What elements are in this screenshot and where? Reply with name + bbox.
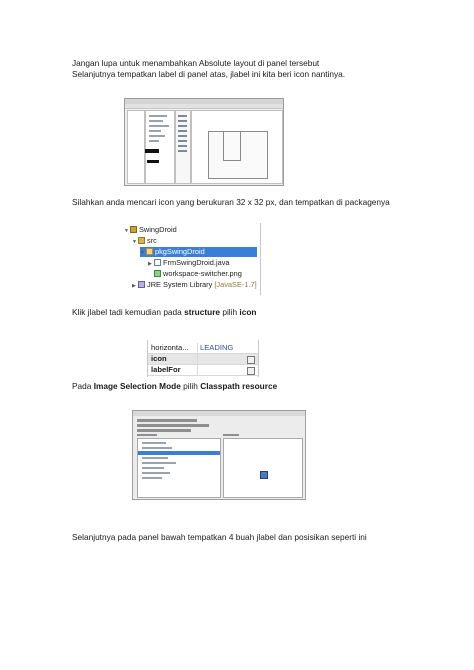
expand-arrow-icon: ▶ [148, 261, 152, 267]
property-key: horizonta... [151, 343, 189, 352]
palette-panel [175, 110, 191, 184]
preview-label [223, 434, 239, 436]
java-file-label: FrmSwingDroid.java [163, 258, 230, 267]
p3-bold-icon: icon [239, 307, 257, 317]
paragraph-place-label: Selanjutnya tempatkan label di panel atas, jlabel ini kita beri icon nantinya. [72, 69, 346, 79]
window-toolbar [125, 104, 283, 109]
resource-tree [137, 438, 221, 498]
source-folder-icon [138, 237, 145, 244]
property-row-horizontal [148, 343, 258, 354]
image-file-icon [154, 270, 161, 277]
p4-bold-classpath: Classpath resource [200, 381, 278, 391]
selected-resource [138, 451, 220, 455]
mode-option-row [137, 424, 209, 427]
resource-list-label [137, 434, 157, 436]
property-value: LEADING [200, 343, 234, 352]
package-icon [146, 248, 153, 255]
property-row-labelfor [148, 365, 258, 376]
mode-option-row [137, 429, 191, 432]
preview-image-icon [260, 471, 268, 479]
library-icon [138, 281, 145, 288]
tree-item-png-file [154, 269, 242, 279]
paragraph-bottom-panel: Selanjutnya pada panel bawah tempatkan 4 buah jlabel dan posisikan seperti ini [72, 532, 367, 542]
design-canvas [191, 110, 283, 184]
library-version: [JavaSE-1.7] [214, 280, 257, 289]
paragraph-click-jlabel [72, 307, 256, 318]
property-key: icon [151, 354, 167, 363]
expand-arrow-icon: ▶ [132, 283, 136, 289]
package-label: pkgSwingDroid [155, 247, 205, 256]
property-row-icon[interactable] [148, 354, 258, 365]
dropdown-arrow-icon[interactable] [247, 367, 255, 375]
library-label: JRE System Library [147, 280, 213, 289]
properties-header-bar [145, 149, 159, 153]
explorer-panel [127, 110, 145, 184]
collapse-arrow-icon: ▼ [140, 250, 145, 256]
properties-row-bar [147, 160, 159, 163]
tree-item-java-file [148, 258, 230, 268]
p3-text-2: pilih [220, 307, 240, 317]
tree-item-src [132, 236, 157, 246]
p4-text-1: Pada [72, 381, 94, 391]
mode-option-row [137, 419, 197, 422]
panel-preview [223, 132, 241, 161]
properties-screenshot [147, 340, 259, 377]
image-selection-dialog-screenshot [132, 410, 306, 500]
java-project-icon [130, 226, 137, 233]
p3-text-1: Klik jlabel tadi kemudian pada [72, 307, 185, 317]
paragraph-absolute-layout: Jangan lupa untuk menambahkan Absolute layout di panel tersebut [72, 58, 320, 68]
collapse-arrow-icon: ▼ [124, 228, 129, 234]
p4-bold-mode: Image Selection Mode [93, 381, 181, 391]
browse-button-icon[interactable] [247, 356, 255, 364]
property-key: labelFor [151, 365, 181, 374]
image-preview [223, 438, 303, 498]
paragraph-image-selection [72, 381, 277, 392]
collapse-arrow-icon: ▼ [132, 239, 137, 245]
tree-item-project [124, 225, 177, 235]
project-label: SwingDroid [139, 225, 177, 234]
paragraph-find-icon: Silahkan anda mencari icon yang berukuran 32 x 32 px, dan tempatkan di packagenya [72, 197, 390, 207]
structure-panel [145, 110, 175, 184]
png-file-label: workspace-switcher.png [163, 269, 242, 278]
package-explorer-screenshot [120, 223, 261, 295]
p4-text-2: pilih [180, 381, 201, 391]
tree-item-package [140, 247, 257, 257]
tree-item-library [132, 280, 257, 290]
java-file-icon [154, 259, 161, 266]
src-label: src [147, 236, 157, 245]
jframe-preview [208, 131, 268, 179]
dialog-title-bar [133, 411, 305, 416]
ide-designer-screenshot [124, 98, 284, 186]
p3-bold-structure: structure [184, 307, 221, 317]
